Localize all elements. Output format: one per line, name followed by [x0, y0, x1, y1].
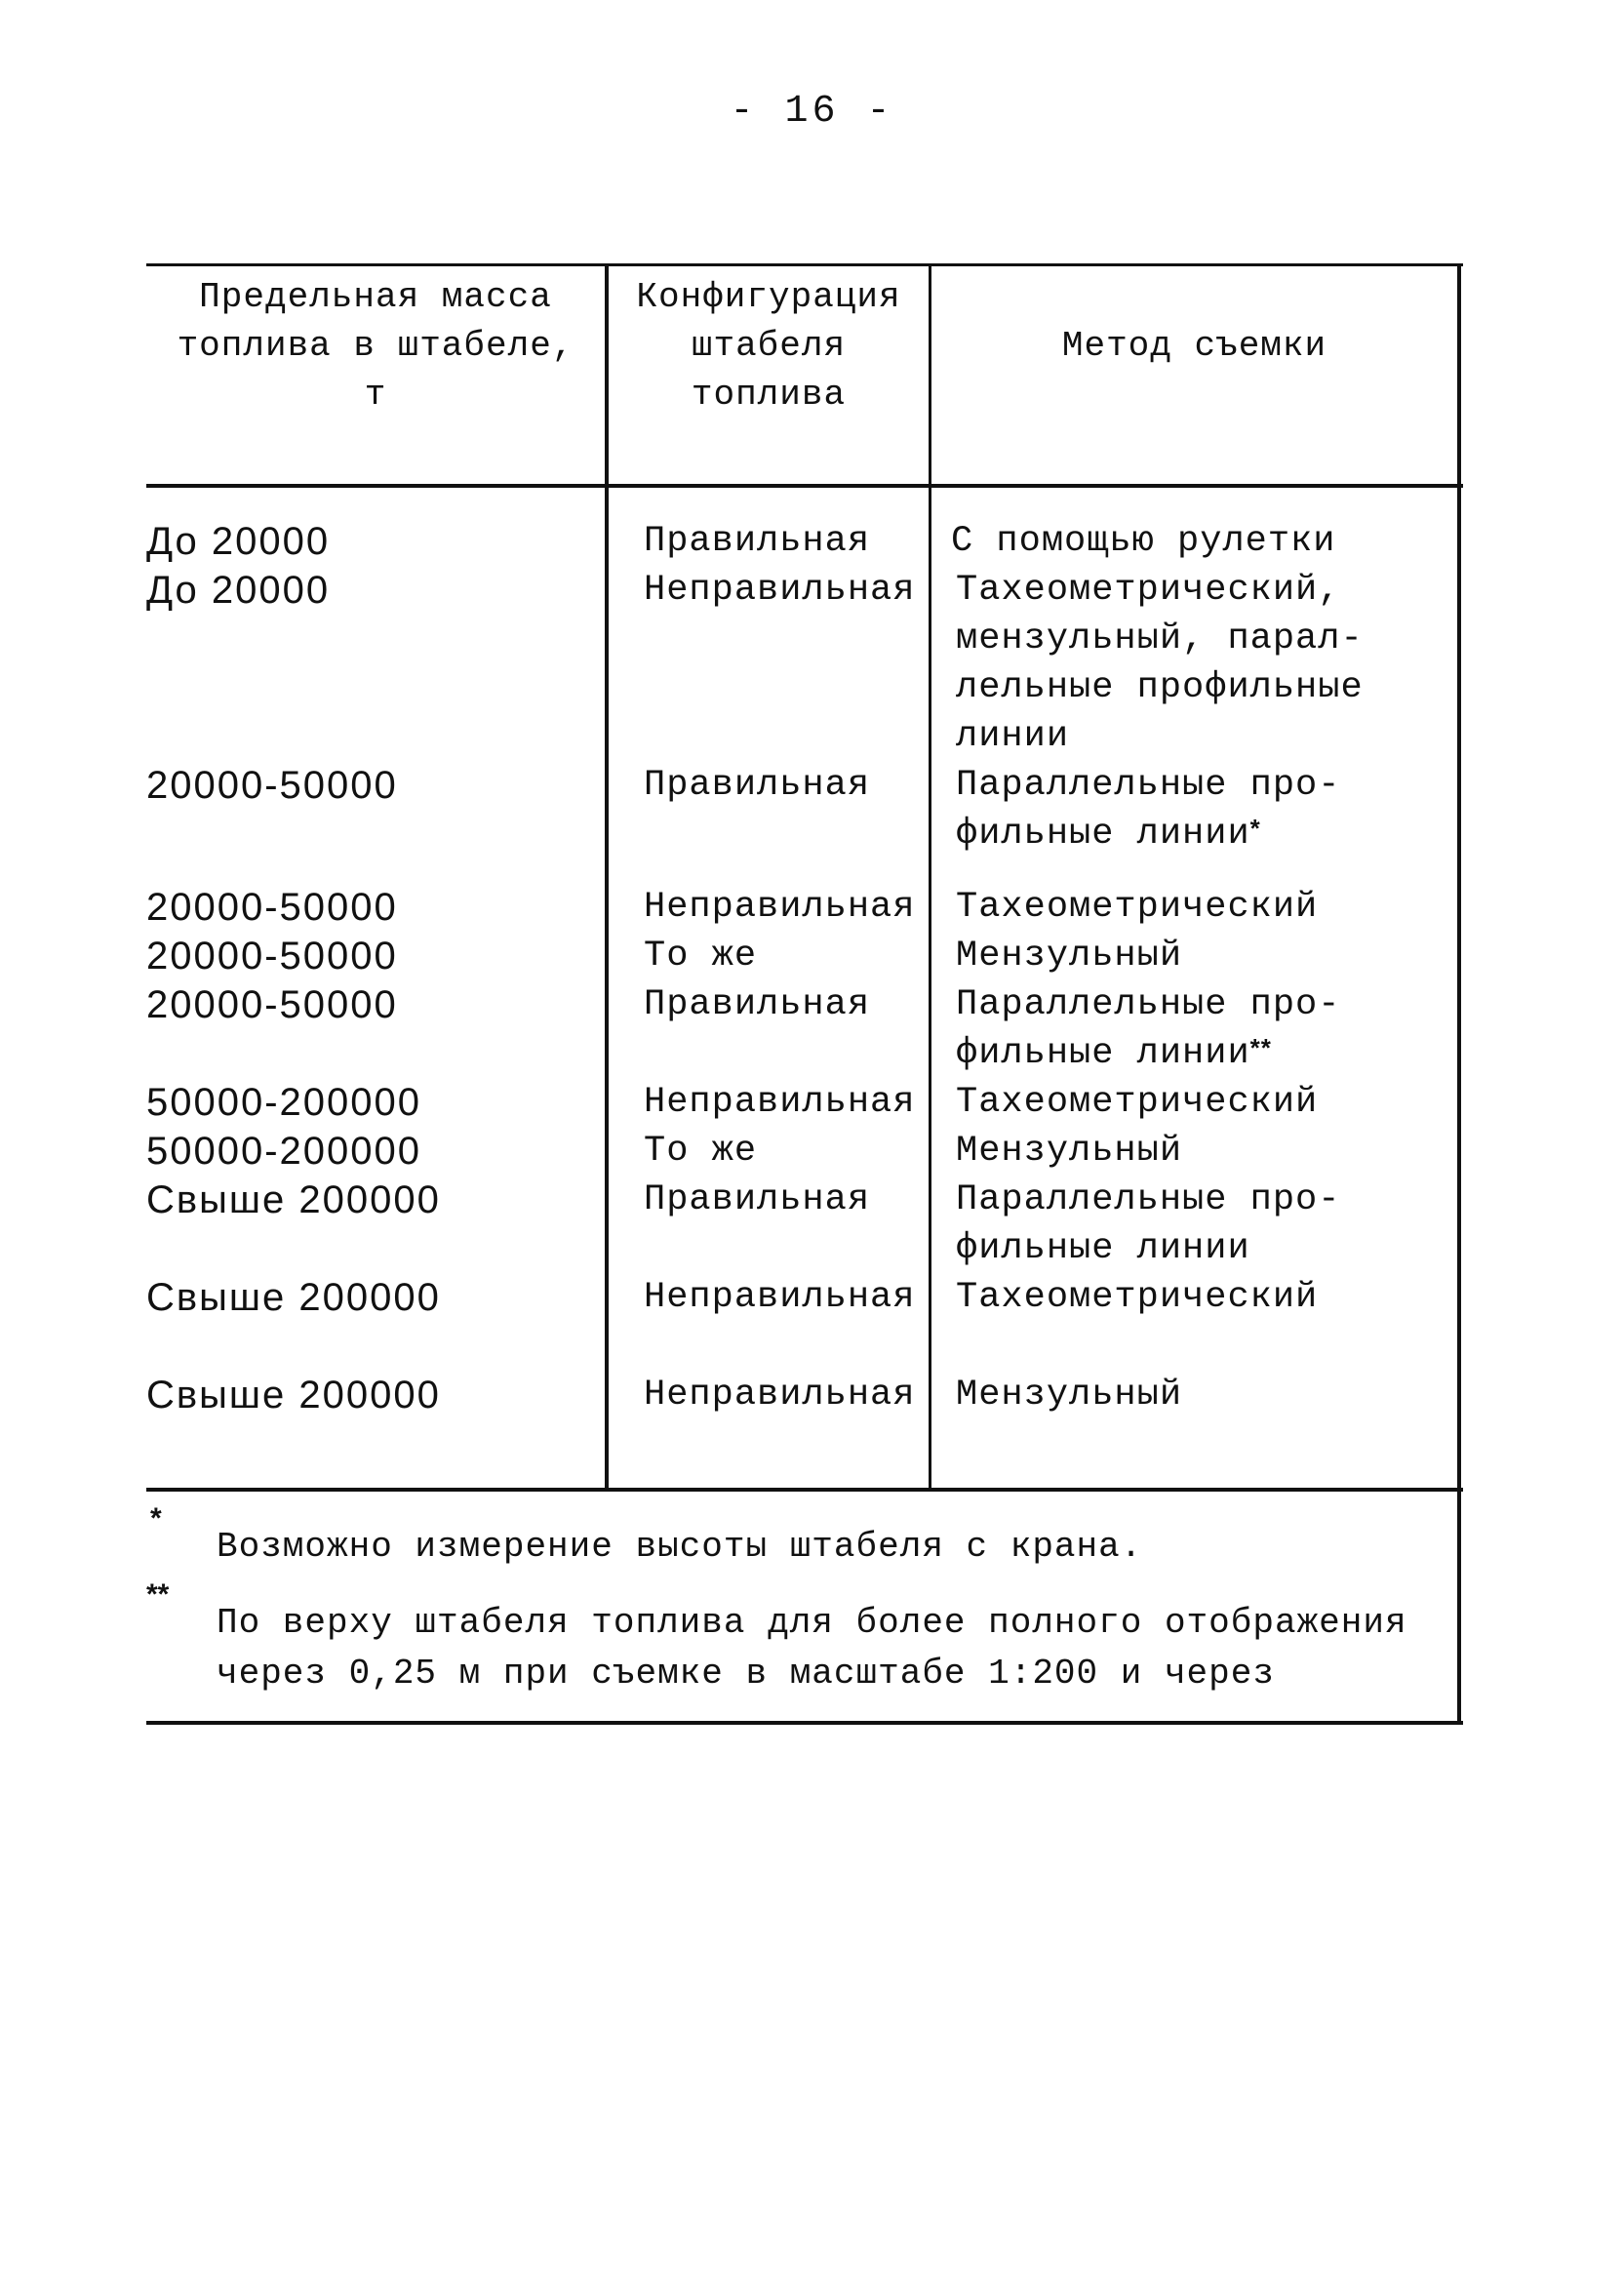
row-9-config: Неправильная: [644, 1277, 916, 1318]
column-divider-2: [929, 263, 931, 1488]
row-2-footnote-star: *: [1249, 814, 1261, 843]
header-mass-line-2: топлива в штабеле,: [177, 326, 574, 366]
row-5-method-line-2-text: фильные линии: [956, 1033, 1250, 1074]
header-mass-line-3: т: [364, 375, 387, 415]
row-1-config: Неправильная: [644, 570, 916, 611]
row-5-config: Правильная: [644, 984, 871, 1025]
row-2-mass: 20000-50000: [146, 764, 398, 807]
row-9-mass: Свыше 200000: [146, 1276, 441, 1319]
header-bottom-rule: [146, 484, 1463, 488]
row-0-mass: До 20000: [146, 520, 331, 563]
row-3-config: Неправильная: [644, 887, 916, 928]
row-1-mass: До 20000: [146, 569, 331, 612]
row-2-method-line-2: [956, 810, 1340, 858]
column-divider-1: [605, 263, 609, 1488]
row-5-footnote-star: **: [1249, 1033, 1272, 1062]
footnote-2-line-2: через 0,25 м при съемке в масштабе 1:200 и через: [217, 1654, 1275, 1694]
row-3-method-line-1: Тахеометрический: [956, 887, 1319, 928]
footnote-2-line-1: По верху штабеля топлива для более полного отображения: [217, 1603, 1407, 1643]
row-0-method-line-1: С помощью рулетки: [951, 521, 1336, 562]
footnote-1-mark: *: [150, 1502, 162, 1535]
row-3-method: [956, 883, 1318, 932]
row-8-mass: Свыше 200000: [146, 1178, 441, 1221]
page-number: - 16 -: [730, 90, 894, 134]
footnote-2-text: [217, 1598, 1407, 1699]
row-7-config: То же: [644, 1131, 758, 1172]
row-6-mass: 50000-200000: [146, 1081, 422, 1124]
body-bottom-rule: [146, 1488, 1463, 1492]
survey-method-table: [146, 263, 1463, 1725]
header-method-line-1: Метод съемки: [1061, 326, 1327, 366]
header-mass: [146, 273, 605, 419]
table-top-rule: [146, 263, 1463, 266]
footnote-1-line-1: Возможно измерение высоты штабеля с крана.: [217, 1527, 1143, 1567]
row-0-method: [951, 517, 1335, 566]
row-5-method-line-1: Параллельные про-: [956, 984, 1341, 1025]
header-method: [931, 322, 1457, 371]
row-2-method: [956, 761, 1340, 858]
row-5-method: [956, 980, 1340, 1078]
row-6-method: [956, 1078, 1318, 1127]
footnote-bottom-rule: [146, 1721, 1463, 1725]
header-config-line-3: топлива: [691, 375, 847, 415]
row-8-method-line-2: фильные линии: [956, 1228, 1250, 1269]
header-config: [609, 273, 929, 419]
row-7-method: [956, 1127, 1182, 1176]
row-4-mass: 20000-50000: [146, 935, 398, 977]
row-10-method: [956, 1371, 1182, 1419]
row-9-method: [956, 1273, 1318, 1322]
row-1-method-line-1: Тахеометрический,: [956, 570, 1341, 611]
row-5-method-line-2: [956, 1029, 1340, 1078]
row-10-method-line-1: Мензульный: [956, 1375, 1183, 1416]
row-4-method-line-1: Мензульный: [956, 936, 1183, 977]
row-10-mass: Свыше 200000: [146, 1374, 441, 1416]
row-0-config: Правильная: [644, 521, 871, 562]
table-right-rule: [1457, 263, 1461, 1725]
footnote-2-mark: **: [146, 1578, 170, 1611]
row-7-mass: 50000-200000: [146, 1130, 422, 1173]
row-2-config: Правильная: [644, 765, 871, 806]
row-8-method-line-1: Параллельные про-: [956, 1179, 1341, 1220]
row-6-config: Неправильная: [644, 1082, 916, 1123]
row-4-method: [956, 932, 1182, 980]
header-config-line-2: штабеля: [691, 326, 847, 366]
header-config-line-1: Конфигурация: [636, 277, 901, 317]
row-8-method: [956, 1176, 1340, 1273]
row-1-method: [956, 566, 1364, 761]
row-1-method-line-4: линии: [956, 716, 1070, 757]
row-2-method-line-1: Параллельные про-: [956, 765, 1341, 806]
row-9-method-line-1: Тахеометрический: [956, 1277, 1319, 1318]
row-10-config: Неправильная: [644, 1375, 916, 1416]
row-8-config: Правильная: [644, 1179, 871, 1220]
row-7-method-line-1: Мензульный: [956, 1131, 1183, 1172]
row-1-method-line-3: лельные профильные: [956, 667, 1364, 708]
footnote-1-text: [217, 1522, 1142, 1573]
row-6-method-line-1: Тахеометрический: [956, 1082, 1319, 1123]
row-1-method-line-2: мензульный, парал-: [956, 618, 1364, 659]
row-3-mass: 20000-50000: [146, 886, 398, 929]
row-4-config: То же: [644, 936, 758, 977]
header-mass-line-1: Предельная масса: [199, 277, 552, 317]
row-2-method-line-2-text: фильные линии: [956, 814, 1250, 855]
row-5-mass: 20000-50000: [146, 983, 398, 1026]
